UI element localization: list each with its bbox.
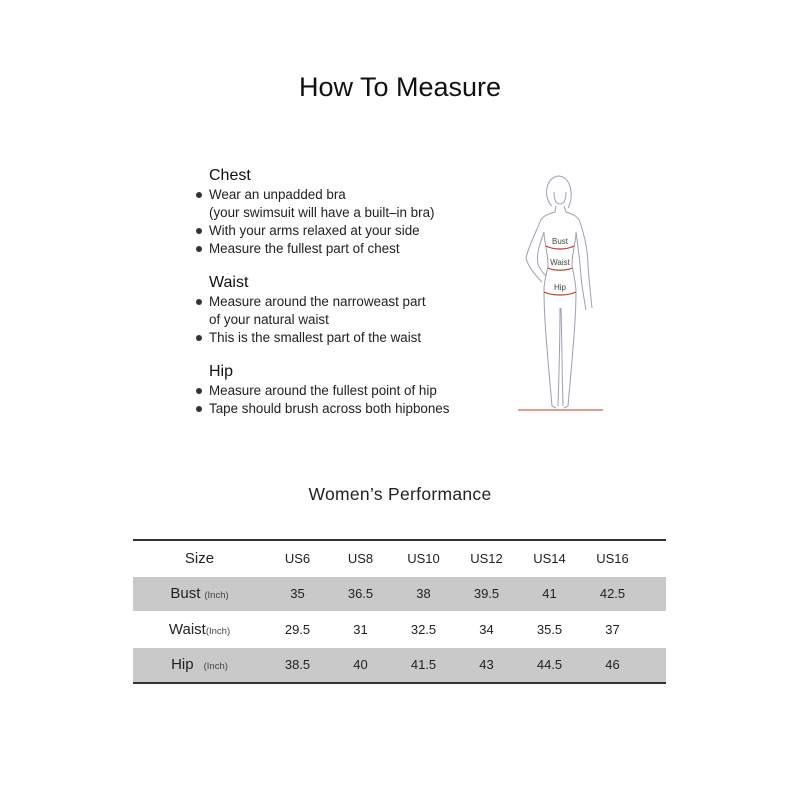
- bullet-item: Measure around the fullest point of hip: [194, 382, 514, 400]
- table-cell: 35.5: [536, 621, 563, 637]
- bullet-item: Wear an unpadded bra (your swimsuit will have a built–in bra): [194, 186, 514, 222]
- row-label: Hip (Inch): [171, 656, 228, 674]
- section-heading: Hip: [209, 363, 234, 380]
- size-chart-table: [133, 539, 666, 684]
- size-header-cell: US14: [533, 550, 566, 566]
- body-figure: [508, 170, 608, 415]
- bullet-item: Tape should brush across both hipbones: [194, 400, 514, 418]
- bullet-item: Measure the fullest part of chest: [194, 240, 514, 258]
- size-header: Size: [184, 549, 215, 567]
- page-title: How To Measure: [298, 72, 502, 102]
- size-header-cell: US8: [347, 550, 374, 566]
- table-cell: 41.5: [410, 657, 437, 673]
- bullet-dot-icon: [196, 406, 202, 412]
- table-cell: 36.5: [347, 586, 374, 602]
- table-row: [133, 647, 666, 683]
- row-label: Waist(Inch): [168, 620, 231, 638]
- size-header-cell: US10: [407, 550, 440, 566]
- bullet-dot-icon: [196, 192, 202, 198]
- table-cell: 43: [479, 657, 494, 673]
- measure-guide: [194, 166, 514, 433]
- bullet-dot-icon: [196, 246, 202, 252]
- bullet-item: Measure around the narroweast part of your natural waist: [194, 293, 514, 329]
- bullet-list: [194, 293, 514, 347]
- table-cell: 37: [605, 621, 620, 637]
- table-cell: 34: [479, 621, 494, 637]
- bust-label: Bust: [551, 237, 569, 246]
- section-heading: Chest: [209, 167, 251, 184]
- section-waist: [194, 273, 514, 347]
- waist-label: Waist: [550, 258, 570, 267]
- table-cell: 35: [290, 586, 305, 602]
- size-header-cell: US12: [470, 550, 503, 566]
- table-cell: 38: [416, 586, 431, 602]
- table-cell: 38.5: [284, 657, 311, 673]
- table-cell: 44.5: [536, 657, 563, 673]
- table-cell: 32.5: [410, 621, 437, 637]
- table-cell: 39.5: [473, 586, 500, 602]
- section-hip: [194, 362, 514, 418]
- bullet-list: [194, 382, 514, 418]
- row-label: Bust (Inch): [170, 585, 229, 603]
- table-cell: 41: [542, 586, 557, 602]
- bullet-dot-icon: [196, 299, 202, 305]
- table-title: Women’s Performance: [308, 484, 492, 504]
- table-header-row: [133, 541, 666, 576]
- size-header-cell: US6: [284, 550, 311, 566]
- table-cell: 29.5: [284, 621, 311, 637]
- hip-label: Hip: [553, 283, 567, 292]
- bullet-list: [194, 186, 514, 258]
- bullet-item: With your arms relaxed at your side: [194, 222, 514, 240]
- bullet-dot-icon: [196, 335, 202, 341]
- table-row: [133, 576, 666, 612]
- table-cell: 46: [605, 657, 620, 673]
- table-cell: 31: [353, 621, 368, 637]
- table-cell: 40: [353, 657, 368, 673]
- section-chest: [194, 166, 514, 258]
- bullet-dot-icon: [196, 388, 202, 394]
- bullet-dot-icon: [196, 228, 202, 234]
- table-row: [133, 611, 666, 647]
- bullet-item: This is the smallest part of the waist: [194, 329, 514, 347]
- table-cell: 42.5: [599, 586, 626, 602]
- body-outline-icon: [508, 170, 608, 415]
- size-header-cell: US16: [596, 550, 629, 566]
- section-heading: Waist: [209, 274, 249, 291]
